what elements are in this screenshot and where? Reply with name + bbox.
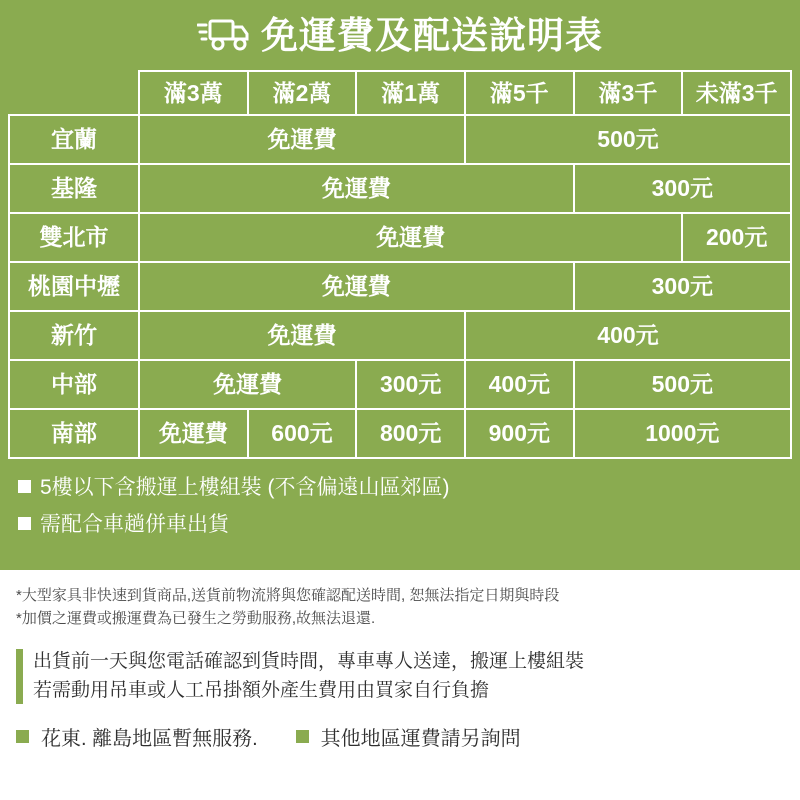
- fee-table-body: [9, 115, 791, 458]
- footer-left-text: 花東. 離島地區暫無服務.: [41, 727, 258, 750]
- column-header-5: 未滿3千: [682, 71, 791, 115]
- fee-table: [8, 70, 792, 459]
- bullet-square-green-icon: [296, 730, 309, 743]
- truck-icon: [197, 15, 251, 55]
- fee-cell: 免運費: [139, 409, 248, 458]
- column-header-0: 滿3萬: [139, 71, 248, 115]
- table-header-row: [9, 71, 791, 115]
- table-row: [9, 360, 791, 409]
- fee-cell: 1000元: [574, 409, 791, 458]
- bullet-square-icon: [18, 517, 31, 530]
- column-header-3: 滿5千: [465, 71, 574, 115]
- fee-cell: 免運費: [139, 311, 465, 360]
- fee-cell: 免運費: [139, 213, 682, 262]
- region-label: 南部: [9, 409, 139, 458]
- column-header-2: 滿1萬: [356, 71, 465, 115]
- table-row: [9, 213, 791, 262]
- footer-row: [16, 722, 784, 751]
- fee-table-wrapper: [8, 70, 792, 459]
- fee-cell: 300元: [356, 360, 465, 409]
- region-label: 新竹: [9, 311, 139, 360]
- fee-cell: 300元: [574, 262, 791, 311]
- fee-cell: 900元: [465, 409, 574, 458]
- bullet-square-icon: [18, 480, 31, 493]
- fee-cell: 400元: [465, 311, 791, 360]
- highlight-lines: [33, 649, 584, 704]
- bullet-square-green-icon: [16, 730, 29, 743]
- fee-cell: 500元: [465, 115, 791, 164]
- highlight-text-0: 出貨前一天與您電話確認到貨時間，專車專人送達，搬運上樓組裝: [33, 650, 585, 672]
- footer-right-text: 其他地區運費請另詢問: [320, 727, 521, 750]
- table-row: [9, 409, 791, 458]
- lower-info-panel: [0, 570, 800, 800]
- highlight-block: [16, 649, 784, 704]
- fee-cell: 免運費: [139, 164, 574, 213]
- fee-cell: 800元: [356, 409, 465, 458]
- fee-cell: 免運費: [139, 115, 465, 164]
- notes-list: [18, 471, 800, 538]
- fee-cell: 400元: [465, 360, 574, 409]
- table-corner-cell: [9, 71, 139, 115]
- list-item: [18, 471, 800, 501]
- list-item: [18, 508, 800, 538]
- region-label: 中部: [9, 360, 139, 409]
- table-row: [9, 115, 791, 164]
- table-row: [9, 262, 791, 311]
- fee-cell: 免運費: [139, 360, 356, 409]
- region-label: 雙北市: [9, 213, 139, 262]
- note-text-1: 需配合車趟併車出貨: [40, 513, 229, 536]
- column-header-1: 滿2萬: [248, 71, 357, 115]
- page-title-bar: [0, 0, 800, 70]
- fee-cell: 300元: [574, 164, 791, 213]
- highlight-text-1: 若需動用吊車或人工吊掛額外產生費用由買家自行負擔: [33, 680, 490, 702]
- region-label: 桃園中壢: [9, 262, 139, 311]
- disclaimer-0: *大型家具非快速到貨商品,送貨前物流將與您確認配送時間, 恕無法指定日期與時段: [16, 587, 560, 604]
- region-label: 基隆: [9, 164, 139, 213]
- fee-cell: 600元: [248, 409, 357, 458]
- table-row: [9, 311, 791, 360]
- page-title: 免運費及配送說明表: [261, 14, 603, 56]
- fee-cell: 免運費: [139, 262, 574, 311]
- table-row: [9, 164, 791, 213]
- disclaimer-1: *加價之運費或搬運費為已發生之勞動服務,故無法退還.: [16, 610, 376, 628]
- fee-cell: 500元: [574, 360, 791, 409]
- column-header-4: 滿3千: [574, 71, 683, 115]
- note-text-0: 5樓以下含搬運上樓組裝 (不含偏遠山區郊區): [40, 476, 450, 499]
- vertical-bar-icon: [16, 649, 23, 704]
- region-label: 宜蘭: [9, 115, 139, 164]
- fee-cell: 200元: [682, 213, 791, 262]
